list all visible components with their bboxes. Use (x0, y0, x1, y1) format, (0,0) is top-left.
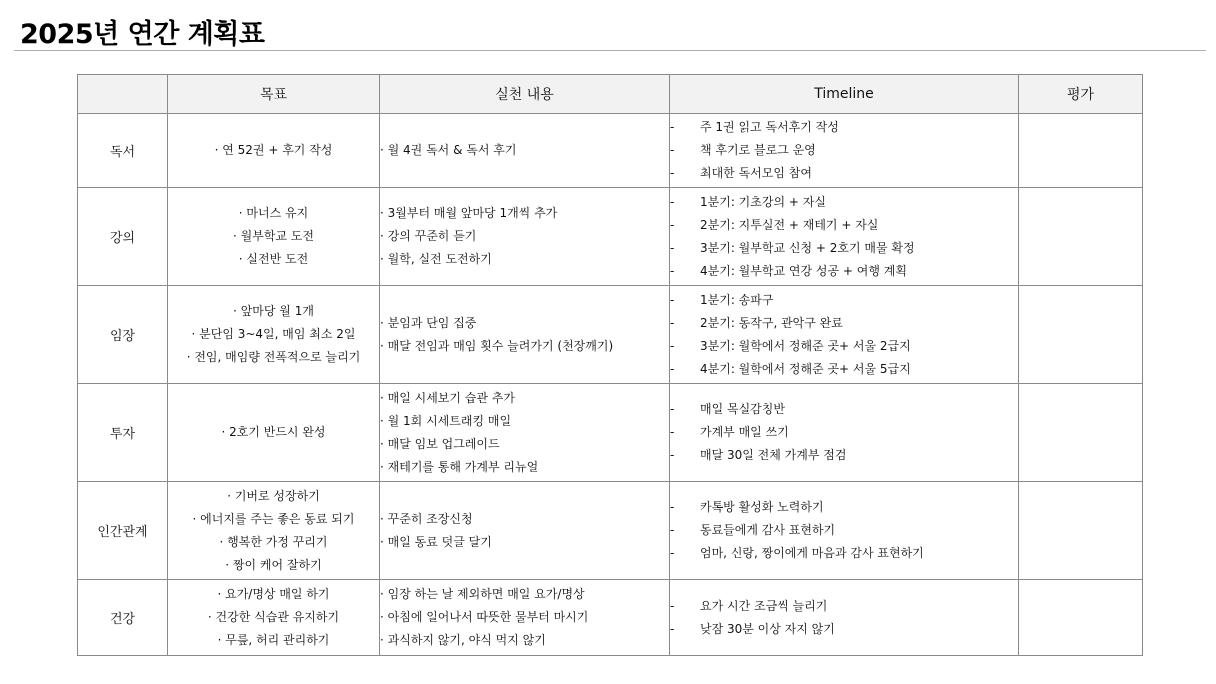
action-item: · 아침에 일어나서 따뜻한 물부터 마시기 (380, 610, 589, 624)
goal-item: · 짱이 케어 잘하기 (225, 557, 322, 572)
row-evaluation[interactable] (1019, 384, 1143, 482)
row-category: 임장 (78, 286, 168, 384)
dash-marker: - (670, 194, 675, 209)
timeline-text: 4분기: 월학에서 정해준 곳+ 서울 5급지 (700, 361, 911, 376)
action-item: · 임장 하는 날 제외하면 매일 요가/명상 (380, 587, 585, 601)
row-category: 독서 (78, 114, 168, 188)
dash-marker: - (670, 240, 675, 255)
row-evaluation[interactable] (1019, 482, 1143, 580)
timeline-item (670, 237, 1018, 260)
timeline-item (670, 358, 1018, 381)
action-item: · 꾸준히 조장신청 (380, 511, 473, 526)
timeline-item (670, 214, 1018, 237)
row-category: 강의 (78, 188, 168, 286)
action-item: · 월 1회 시세트래킹 매일 (380, 413, 512, 428)
table-row (78, 286, 1143, 384)
timeline-text: 책 후기로 블로그 운영 (700, 143, 816, 157)
goal-item: · 2호기 반드시 완성 (221, 425, 326, 439)
action-item: · 매일 시세보기 습관 추가 (380, 390, 515, 405)
action-item: · 월 4권 독서 & 독서 후기 (380, 143, 517, 157)
goal-item: · 전임, 매임량 전폭적으로 늘리기 (186, 350, 361, 364)
dash-marker: - (670, 546, 675, 560)
timeline-text: 동료들에게 감사 표현하기 (700, 523, 836, 537)
table-header-row (78, 75, 1143, 114)
timeline-item (670, 444, 1018, 467)
action-item: · 매달 전임과 매임 횟수 늘려가기 (천장깨기) (380, 338, 614, 353)
table-row (78, 114, 1143, 188)
timeline-text: 1분기: 기초강의 + 자실 (700, 194, 826, 209)
timeline-item (670, 618, 1018, 641)
dash-marker: - (670, 166, 675, 180)
goal-item: · 행복한 가정 꾸리기 (219, 534, 328, 549)
header-evaluation: 평가 (1019, 75, 1143, 114)
dash-marker: - (670, 361, 675, 376)
action-item: · 매달 임보 업그레이드 (380, 436, 500, 451)
timeline-item (670, 421, 1018, 444)
goal-item: · 요가/명상 매일 하기 (217, 587, 330, 601)
dash-marker: - (670, 523, 675, 537)
row-goals (168, 580, 380, 656)
table-row (78, 188, 1143, 286)
row-timeline (670, 580, 1019, 656)
goal-item: · 앞마당 월 1개 (233, 304, 314, 318)
row-actions (380, 114, 670, 188)
header-actions: 실천 내용 (380, 75, 670, 114)
timeline-text: 주 1권 읽고 독서후기 작성 (700, 120, 839, 134)
dash-marker: - (670, 598, 675, 613)
timeline-item (670, 289, 1018, 312)
row-timeline (670, 188, 1019, 286)
row-goals (168, 114, 380, 188)
action-item: · 과식하지 않기, 야식 먹지 않기 (380, 633, 546, 647)
dash-marker: - (670, 315, 675, 330)
dash-marker: - (670, 120, 675, 134)
row-category: 인간관계 (78, 482, 168, 580)
table-row (78, 580, 1143, 656)
timeline-item (670, 542, 1018, 565)
timeline-item (670, 116, 1018, 139)
timeline-text: 엄마, 신랑, 짱이에게 마음과 감사 표현하기 (700, 546, 924, 560)
goal-item: · 월부학교 도전 (233, 229, 314, 243)
row-actions (380, 188, 670, 286)
dash-marker: - (670, 425, 675, 439)
timeline-item (670, 496, 1018, 519)
action-item: · 분임과 단임 집중 (380, 315, 477, 330)
action-item: · 매일 동료 덧글 달기 (380, 534, 492, 549)
timeline-item (670, 162, 1018, 185)
row-evaluation[interactable] (1019, 286, 1143, 384)
annual-plan-table (77, 74, 1143, 656)
row-category: 투자 (78, 384, 168, 482)
goal-item: · 마너스 유지 (238, 206, 309, 220)
goal-item: · 연 52권 + 후기 작성 (214, 143, 333, 157)
dash-marker: - (670, 217, 675, 232)
row-evaluation[interactable] (1019, 188, 1143, 286)
row-goals (168, 482, 380, 580)
dash-marker: - (670, 402, 675, 416)
timeline-text: 2분기: 동작구, 관악구 완료 (700, 315, 843, 330)
row-goals (168, 384, 380, 482)
row-goals (168, 286, 380, 384)
row-timeline (670, 384, 1019, 482)
timeline-item (670, 139, 1018, 162)
row-actions (380, 580, 670, 656)
page-title: 2025년 연간 계획표 (20, 19, 265, 50)
goal-item: · 기버로 성장하기 (227, 488, 320, 503)
dash-marker: - (670, 621, 675, 636)
timeline-text: 3분기: 월부학교 신청 + 2호기 매물 확정 (700, 240, 915, 255)
timeline-item (670, 312, 1018, 335)
dash-marker: - (670, 143, 675, 157)
timeline-text: 가계부 매일 쓰기 (700, 425, 789, 439)
timeline-text: 2분기: 지투실전 + 재테기 + 자실 (700, 217, 879, 232)
timeline-item (670, 595, 1018, 618)
goal-item: · 분단임 3~4일, 매임 최소 2일 (191, 327, 356, 341)
title-divider (14, 50, 1206, 51)
dash-marker: - (670, 338, 675, 353)
row-timeline (670, 114, 1019, 188)
row-actions (380, 384, 670, 482)
timeline-item (670, 260, 1018, 283)
dash-marker: - (670, 448, 675, 462)
timeline-item (670, 191, 1018, 214)
row-timeline (670, 286, 1019, 384)
row-timeline (670, 482, 1019, 580)
goal-item: · 실전반 도전 (238, 252, 309, 266)
timeline-text: 낮잠 30분 이상 자지 않기 (700, 621, 835, 636)
timeline-item (670, 398, 1018, 421)
timeline-text: 1분기: 송파구 (700, 292, 774, 307)
timeline-text: 3분기: 월학에서 정해준 곳+ 서울 2급지 (700, 338, 911, 353)
goal-item: · 에너지를 주는 좋은 동료 되기 (192, 511, 355, 526)
table-row (78, 482, 1143, 580)
row-evaluation[interactable] (1019, 580, 1143, 656)
row-actions (380, 286, 670, 384)
goal-item: · 무릎, 허리 관리하기 (217, 633, 330, 647)
timeline-text: 카톡방 활성화 노력하기 (700, 500, 824, 514)
action-item: · 재테기를 통해 가계부 리뉴얼 (380, 459, 539, 474)
row-actions (380, 482, 670, 580)
action-item: · 강의 꾸준히 듣기 (380, 229, 477, 243)
action-item: · 3월부터 매월 앞마당 1개씩 추가 (380, 206, 558, 220)
timeline-item (670, 519, 1018, 542)
table-row (78, 384, 1143, 482)
row-evaluation[interactable] (1019, 114, 1143, 188)
header-goal: 목표 (168, 75, 380, 114)
dash-marker: - (670, 292, 675, 307)
row-goals (168, 188, 380, 286)
goal-item: · 건강한 식습관 유지하기 (207, 610, 340, 624)
timeline-text: 요가 시간 조금씩 늘리기 (700, 598, 828, 613)
timeline-text: 4분기: 월부학교 연강 성공 + 여행 계획 (700, 263, 907, 278)
timeline-text: 최대한 독서모임 참여 (700, 166, 812, 180)
timeline-item (670, 335, 1018, 358)
timeline-text: 매달 30일 전체 가계부 점검 (700, 448, 847, 462)
action-item: · 월학, 실전 도전하기 (380, 252, 492, 266)
dash-marker: - (670, 500, 675, 514)
row-category: 건강 (78, 580, 168, 656)
dash-marker: - (670, 263, 675, 278)
header-timeline: Timeline (670, 75, 1019, 114)
timeline-text: 매일 목실감칭반 (700, 402, 785, 416)
header-category (78, 75, 168, 114)
